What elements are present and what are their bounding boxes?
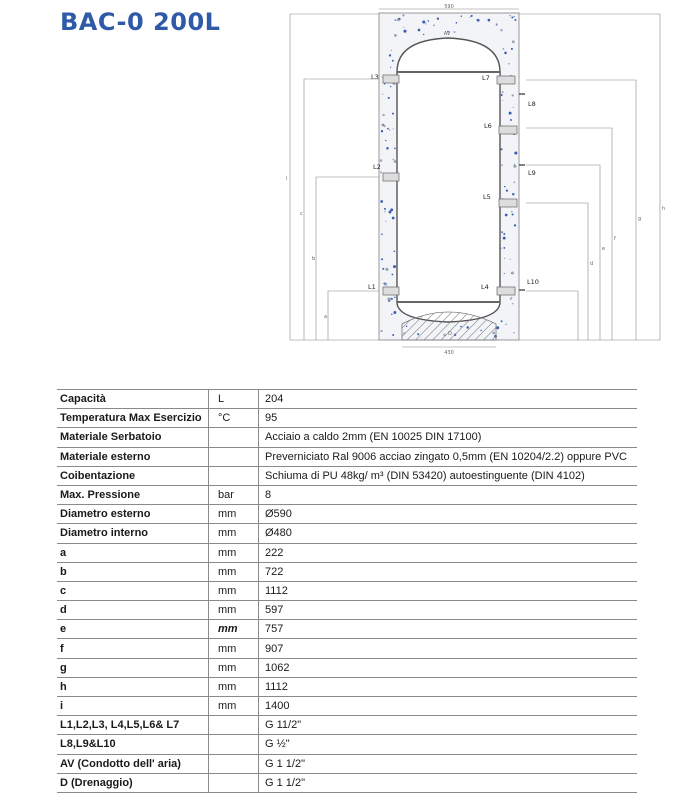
spec-label: L8,L9&L10 bbox=[57, 735, 209, 754]
spec-value: 204 bbox=[259, 390, 638, 409]
spec-label: Coibentazione bbox=[57, 466, 209, 485]
svg-text:L10: L10 bbox=[527, 278, 539, 286]
spec-row bbox=[57, 505, 637, 524]
spec-row bbox=[57, 447, 637, 466]
svg-text:L2: L2 bbox=[373, 163, 381, 171]
svg-text:L8: L8 bbox=[528, 100, 536, 108]
spec-unit: mm bbox=[209, 543, 259, 562]
spec-row bbox=[57, 658, 637, 677]
spec-label: c bbox=[57, 581, 209, 600]
spec-value: 1112 bbox=[259, 581, 638, 600]
spec-row bbox=[57, 390, 637, 409]
spec-value: 1062 bbox=[259, 658, 638, 677]
svg-text:d: d bbox=[590, 261, 594, 267]
spec-value: G 1 1/2" bbox=[259, 773, 638, 792]
spec-label: a bbox=[57, 543, 209, 562]
spec-row bbox=[57, 639, 637, 658]
spec-value: 907 bbox=[259, 639, 638, 658]
spec-unit: mm bbox=[209, 524, 259, 543]
spec-unit: mm bbox=[209, 581, 259, 600]
spec-label: Materiale esterno bbox=[57, 447, 209, 466]
left-dimensions bbox=[290, 14, 379, 340]
svg-text:e: e bbox=[602, 246, 606, 252]
spec-label: b bbox=[57, 562, 209, 581]
svg-text:L5: L5 bbox=[483, 193, 491, 201]
spec-unit: bar bbox=[209, 485, 259, 504]
spec-value: 722 bbox=[259, 562, 638, 581]
spec-unit: mm bbox=[209, 562, 259, 581]
spec-unit bbox=[209, 428, 259, 447]
spec-unit bbox=[209, 773, 259, 792]
spec-value: Preverniciato Ral 9006 acciao zingato 0,5mm (EN 10204/2.2) oppure PVC bbox=[259, 447, 638, 466]
spec-label: AV (Condotto dell' aria) bbox=[57, 754, 209, 773]
spec-value: 1112 bbox=[259, 677, 638, 696]
spec-row bbox=[57, 543, 637, 562]
spec-row bbox=[57, 428, 637, 447]
spec-unit bbox=[209, 754, 259, 773]
spec-value: 95 bbox=[259, 409, 638, 428]
spec-row bbox=[57, 485, 637, 504]
port-l10 bbox=[519, 278, 539, 290]
spec-label: Diametro interno bbox=[57, 524, 209, 543]
spec-row bbox=[57, 697, 637, 716]
spec-unit: mm bbox=[209, 658, 259, 677]
spec-unit bbox=[209, 735, 259, 754]
spec-row bbox=[57, 677, 637, 696]
svg-text:L1: L1 bbox=[368, 283, 376, 291]
spec-label: h bbox=[57, 677, 209, 696]
spec-row bbox=[57, 620, 637, 639]
tank-drawing bbox=[0, 0, 695, 381]
d-label: D bbox=[448, 331, 452, 337]
svg-text:g: g bbox=[638, 216, 642, 222]
av-label: AV bbox=[443, 31, 451, 37]
spec-label: Diametro esterno bbox=[57, 505, 209, 524]
svg-text:L4: L4 bbox=[481, 283, 489, 291]
spec-row bbox=[57, 601, 637, 620]
spec-value: 222 bbox=[259, 543, 638, 562]
svg-text:a: a bbox=[324, 314, 328, 320]
spec-value: Ø590 bbox=[259, 505, 638, 524]
svg-text:h: h bbox=[662, 206, 666, 212]
spec-value: Acciaio a caldo 2mm (EN 10025 DIN 17100) bbox=[259, 428, 638, 447]
spec-value: G 1 1/2" bbox=[259, 754, 638, 773]
spec-label: D (Drenaggio) bbox=[57, 773, 209, 792]
dim-outer-label: 590 bbox=[444, 4, 454, 10]
spec-label: i bbox=[57, 697, 209, 716]
spec-row bbox=[57, 466, 637, 485]
spec-row bbox=[57, 409, 637, 428]
spec-label: f bbox=[57, 639, 209, 658]
spec-label: Materiale Serbatoio bbox=[57, 428, 209, 447]
svg-text:f: f bbox=[614, 236, 616, 242]
spec-label: Capacità bbox=[57, 390, 209, 409]
spec-label: Temperatura Max Esercizio bbox=[57, 409, 209, 428]
dim-base-label: 430 bbox=[444, 350, 454, 356]
spec-unit: °C bbox=[209, 409, 259, 428]
spec-row bbox=[57, 773, 637, 792]
svg-text:c: c bbox=[300, 211, 303, 217]
spec-unit: mm bbox=[209, 620, 259, 639]
spec-value: 1400 bbox=[259, 697, 638, 716]
spec-label: e bbox=[57, 620, 209, 639]
spec-row bbox=[57, 716, 637, 735]
spec-value: 597 bbox=[259, 601, 638, 620]
spec-row bbox=[57, 524, 637, 543]
port-l8 bbox=[519, 94, 536, 108]
spec-label: d bbox=[57, 601, 209, 620]
spec-unit bbox=[209, 447, 259, 466]
spec-unit: mm bbox=[209, 677, 259, 696]
spec-unit: L bbox=[209, 390, 259, 409]
svg-text:L3: L3 bbox=[371, 73, 379, 81]
spec-unit: mm bbox=[209, 697, 259, 716]
spec-value: G ½" bbox=[259, 735, 638, 754]
spec-value: 8 bbox=[259, 485, 638, 504]
spec-unit: mm bbox=[209, 601, 259, 620]
svg-text:L6: L6 bbox=[484, 122, 492, 130]
spec-label: L1,L2,L3, L4,L5,L6& L7 bbox=[57, 716, 209, 735]
spec-value: 757 bbox=[259, 620, 638, 639]
spec-unit: mm bbox=[209, 639, 259, 658]
spec-value: Ø480 bbox=[259, 524, 638, 543]
page-title: BAC-0 200L bbox=[60, 8, 221, 36]
spec-label: g bbox=[57, 658, 209, 677]
spec-label: Max. Pressione bbox=[57, 485, 209, 504]
spec-value: Schiuma di PU 48kg/ m³ (DIN 53420) autoestinguente (DIN 4102) bbox=[259, 466, 638, 485]
spec-unit bbox=[209, 716, 259, 735]
svg-text:i: i bbox=[286, 176, 288, 182]
spec-unit bbox=[209, 466, 259, 485]
spec-row bbox=[57, 581, 637, 600]
spec-row bbox=[57, 735, 637, 754]
spec-table bbox=[57, 389, 637, 793]
right-dimensions bbox=[519, 14, 660, 340]
svg-text:L7: L7 bbox=[482, 74, 490, 82]
spec-unit: mm bbox=[209, 505, 259, 524]
spec-row bbox=[57, 754, 637, 773]
spec-row bbox=[57, 562, 637, 581]
svg-text:b: b bbox=[312, 256, 316, 262]
port-l9 bbox=[519, 165, 536, 177]
spec-value: G 11/2" bbox=[259, 716, 638, 735]
svg-text:L9: L9 bbox=[528, 169, 536, 177]
